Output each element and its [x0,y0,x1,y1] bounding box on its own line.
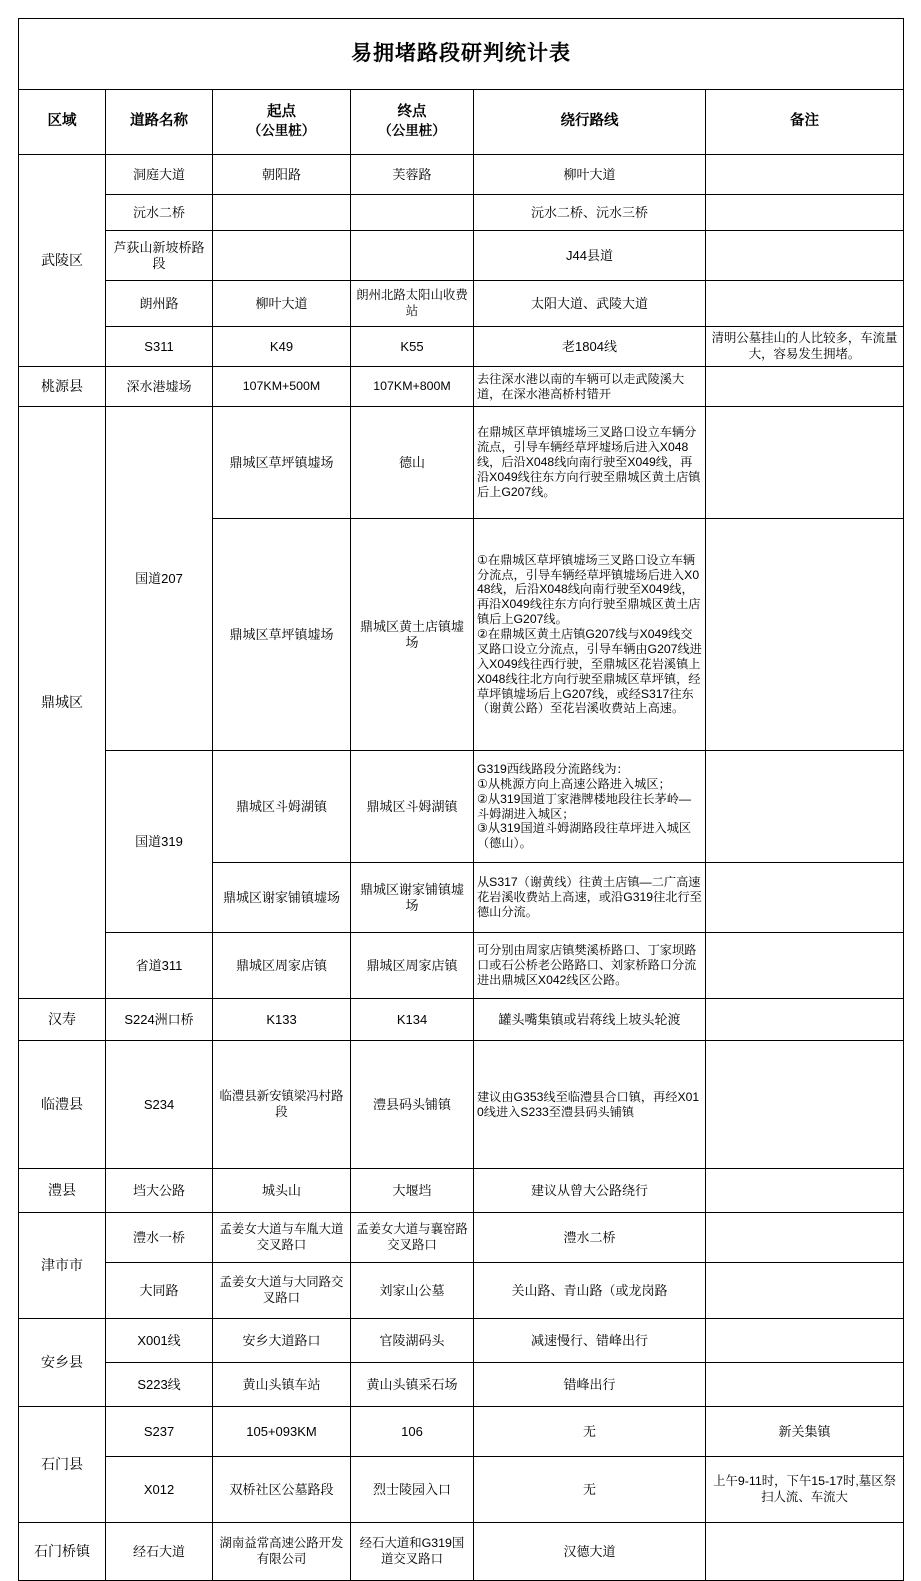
start-point-cell: 双桥社区公墓路段 [213,1457,351,1523]
detour-route-cell: 去往深水港以南的车辆可以走武陵溪大道，在深水港高桥村错开 [474,367,706,407]
detour-route-cell: J44县道 [474,231,706,281]
remark-cell [706,933,904,999]
remark-cell [706,1213,904,1263]
table-row [19,231,904,281]
table-row [19,1523,904,1581]
remark-cell [706,367,904,407]
road-name-cell: 省道311 [106,933,213,999]
region-cell: 安乡县 [19,1319,106,1407]
end-point-cell: 鼎城区黄土店镇墟场 [351,519,474,751]
road-name-cell: 澧水一桥 [106,1213,213,1263]
table-header-row [19,90,904,155]
road-name-cell: 垱大公路 [106,1169,213,1213]
region-cell: 武陵区 [19,155,106,367]
region-cell: 石门桥镇 [19,1523,106,1581]
end-point-cell: 经石大道和G319国道交叉路口 [351,1523,474,1581]
start-point-cell: 孟姜女大道与车胤大道交叉路口 [213,1213,351,1263]
end-point-cell: 鼎城区周家店镇 [351,933,474,999]
table-title-row [19,19,904,90]
table-row [19,1319,904,1363]
road-name-cell: 国道207 [106,407,213,751]
start-point-cell: 鼎城区周家店镇 [213,933,351,999]
detour-route-cell: 无 [474,1407,706,1457]
start-point-cell: 鼎城区斗姆湖镇 [213,751,351,863]
end-point-cell: K134 [351,999,474,1041]
end-point-cell: 官陵湖码头 [351,1319,474,1363]
detour-route-cell: 太阳大道、武陵大道 [474,281,706,327]
end-point-cell: 鼎城区斗姆湖镇 [351,751,474,863]
detour-route-cell: 建议由G353线至临澧县合口镇，再经X010线进入S233至澧县码头铺镇 [474,1041,706,1169]
road-name-cell: 洞庭大道 [106,155,213,195]
region-cell: 临澧县 [19,1041,106,1169]
header-end-main: 终点 [397,104,427,121]
remark-cell [706,155,904,195]
detour-route-cell: 无 [474,1457,706,1523]
region-cell: 石门县 [19,1407,106,1523]
end-point-cell: 烈士陵园入口 [351,1457,474,1523]
start-point-cell: 朝阳路 [213,155,351,195]
header-start-sub: （公里桩） [247,123,316,139]
region-cell: 澧县 [19,1169,106,1213]
table-row [19,155,904,195]
start-point-cell: 临澧县新安镇梁冯村路段 [213,1041,351,1169]
table-row [19,1407,904,1457]
remark-cell: 上午9-11时，下午15-17时,墓区祭扫人流、车流大 [706,1457,904,1523]
end-point-cell: 刘家山公墓 [351,1263,474,1319]
start-point-cell: 孟姜女大道与大同路交叉路口 [213,1263,351,1319]
remark-cell [706,407,904,519]
remark-cell [706,1319,904,1363]
end-point-cell: 107KM+800M [351,367,474,407]
road-name-cell: X001线 [106,1319,213,1363]
start-point-cell: 105+093KM [213,1407,351,1457]
road-name-cell: S223线 [106,1363,213,1407]
table-row [19,1363,904,1407]
detour-route-cell: 汉德大道 [474,1523,706,1581]
detour-route-cell: G319西线路段分流路线为： ①从桃源方向上高速公路进入城区； ②从319国道丁家港牌楼地段往长茅岭—斗姆湖进入城区； ③从319国道斗姆湖路段往草坪进入城区（德山）。 [474,751,706,863]
header-remark: 备注 [706,90,904,155]
start-point-cell: 湖南益常高速公路开发有限公司 [213,1523,351,1581]
detour-route-cell: 减速慢行、错峰出行 [474,1319,706,1363]
end-point-cell: 大堰垱 [351,1169,474,1213]
remark-cell [706,231,904,281]
end-point-cell [351,231,474,281]
detour-route-cell: 沅水二桥、沅水三桥 [474,195,706,231]
start-point-cell: 城头山 [213,1169,351,1213]
detour-route-cell: 在鼎城区草坪镇墟场三叉路口设立车辆分流点，引导车辆经草坪墟场后进入X048线，后沿X048线向南行驶至X049线，再沿X049线往东方向行驶至鼎城区黄土店镇后上G207线。 [474,407,706,519]
start-point-cell [213,195,351,231]
road-name-cell: 芦荻山新坡桥路段 [106,231,213,281]
remark-cell [706,751,904,863]
detour-route-cell: 从S317（谢黄线）往黄土店镇—二广高速花岩溪收费站上高速，或沿G319往北行至德山分流。 [474,863,706,933]
remark-cell [706,863,904,933]
table-row [19,999,904,1041]
road-name-cell: 朗州路 [106,281,213,327]
start-point-cell: 鼎城区草坪镇墟场 [213,407,351,519]
road-name-cell: 经石大道 [106,1523,213,1581]
remark-cell: 清明公墓挂山的人比较多，车流量大，容易发生拥堵。 [706,327,904,367]
region-cell: 汉寿 [19,999,106,1041]
header-region: 区域 [19,90,106,155]
start-point-cell: 柳叶大道 [213,281,351,327]
remark-cell [706,999,904,1041]
table-row [19,1263,904,1319]
table-row [19,281,904,327]
remark-cell [706,195,904,231]
table-row [19,1169,904,1213]
remark-cell [706,1041,904,1169]
end-point-cell: 鼎城区谢家铺镇墟场 [351,863,474,933]
start-point-cell: 鼎城区草坪镇墟场 [213,519,351,751]
remark-cell: 新关集镇 [706,1407,904,1457]
start-point-cell: 107KM+500M [213,367,351,407]
header-end-point [351,90,474,155]
detour-route-cell: 澧水二桥 [474,1213,706,1263]
end-point-cell: 芙蓉路 [351,155,474,195]
detour-route-cell: ①在鼎城区草坪镇墟场三叉路口设立车辆分流点，引导车辆经草坪镇墟场后进入X048线，后沿X048线向南行驶至X049线，再沿X049线往东方向行驶至鼎城区黄土店镇后上G207线。 ②在鼎城区黄土店镇G207线与X049线交叉路口设立分流点，引导车辆由G207线进入X049线往西行驶，至鼎城区花岩溪镇上X048线往北方向行驶至鼎城区草坪镇，经草坪镇墟场后上G207线，或经S317往东（谢黄公路）至花岩溪收费站上高速。 [474,519,706,751]
header-start-main: 起点 [267,104,296,121]
start-point-cell: 安乡大道路口 [213,1319,351,1363]
road-name-cell: S224洲口桥 [106,999,213,1041]
remark-cell [706,1169,904,1213]
detour-route-cell: 柳叶大道 [474,155,706,195]
end-point-cell: 106 [351,1407,474,1457]
road-name-cell: X012 [106,1457,213,1523]
region-cell: 鼎城区 [19,407,106,999]
road-name-cell: 沅水二桥 [106,195,213,231]
detour-route-cell: 关山路、青山路（或龙岗路 [474,1263,706,1319]
table-row [19,1213,904,1263]
road-name-cell: 国道319 [106,751,213,933]
end-point-cell: 德山 [351,407,474,519]
end-point-cell: 黄山头镇采石场 [351,1363,474,1407]
table-row [19,407,904,519]
detour-route-cell: 建议从曾大公路绕行 [474,1169,706,1213]
header-start-point [213,90,351,155]
end-point-cell: 孟姜女大道与襄窑路交叉路口 [351,1213,474,1263]
table-row [19,1041,904,1169]
header-detour-route: 绕行路线 [474,90,706,155]
detour-route-cell: 错峰出行 [474,1363,706,1407]
region-cell: 津市市 [19,1213,106,1319]
remark-cell [706,1523,904,1581]
road-name-cell: 深水港墟场 [106,367,213,407]
region-cell: 桃源县 [19,367,106,407]
table-row [19,327,904,367]
road-name-cell: S237 [106,1407,213,1457]
start-point-cell: K133 [213,999,351,1041]
remark-cell [706,519,904,751]
table-row [19,1457,904,1523]
detour-route-cell: 罐头嘴集镇或岩蒋线上坡头轮渡 [474,999,706,1041]
end-point-cell: 朗州北路太阳山收费站 [351,281,474,327]
start-point-cell [213,231,351,281]
road-name-cell: S234 [106,1041,213,1169]
end-point-cell [351,195,474,231]
remark-cell [706,1363,904,1407]
table-row [19,933,904,999]
congestion-statistics-table [18,18,904,1581]
header-end-sub: （公里桩） [378,123,446,139]
detour-route-cell: 老1804线 [474,327,706,367]
remark-cell [706,281,904,327]
remark-cell [706,1263,904,1319]
page-title: 易拥堵路段研判统计表 [19,19,904,90]
table-row [19,195,904,231]
start-point-cell: K49 [213,327,351,367]
start-point-cell: 黄山头镇车站 [213,1363,351,1407]
road-name-cell: 大同路 [106,1263,213,1319]
header-road-name: 道路名称 [106,90,213,155]
table-row [19,751,904,863]
road-name-cell: S311 [106,327,213,367]
detour-route-cell: 可分别由周家店镇樊溪桥路口、丁家坝路口或石公桥老公路路口、刘家桥路口分流进出鼎城区X042线区公路。 [474,933,706,999]
end-point-cell: K55 [351,327,474,367]
table-row [19,367,904,407]
start-point-cell: 鼎城区谢家铺镇墟场 [213,863,351,933]
end-point-cell: 澧县码头铺镇 [351,1041,474,1169]
